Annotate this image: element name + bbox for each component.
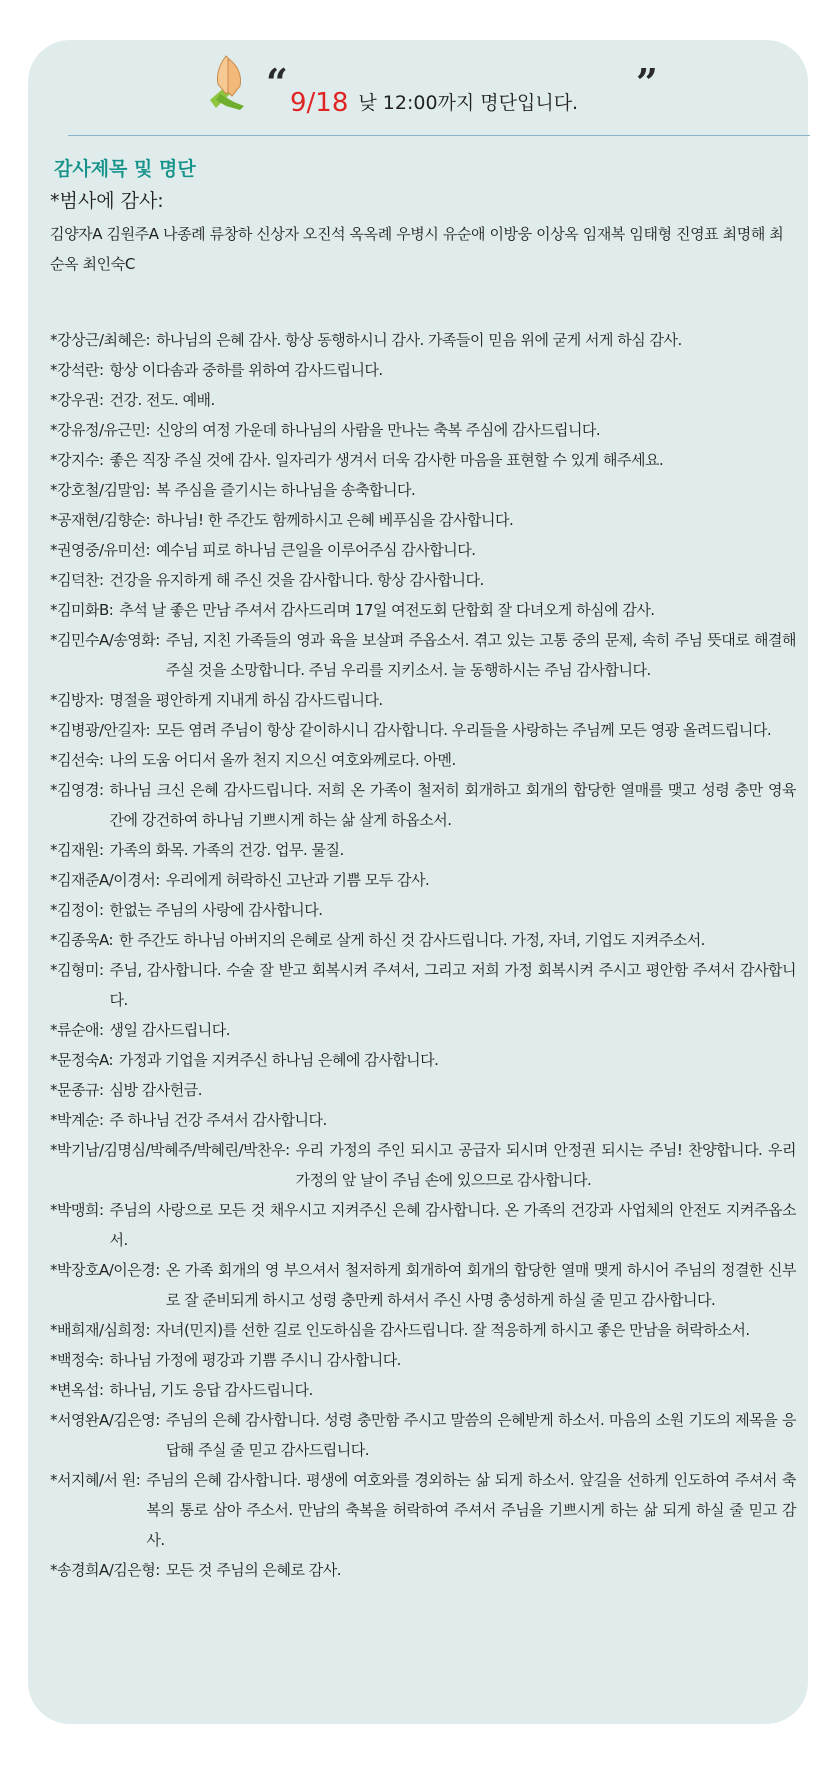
prayer-entry bbox=[50, 325, 796, 355]
prayer-entry bbox=[50, 535, 796, 565]
entry-names: *권영중/유미선: bbox=[50, 541, 151, 559]
prayer-entry bbox=[50, 1105, 796, 1135]
entry-names: *배희재/심희정: bbox=[50, 1321, 151, 1339]
entry-text: 하나님, 기도 응답 감사드립니다. bbox=[109, 1381, 313, 1399]
entry-text: 주님, 감사합니다. 수술 잘 받고 회복시켜 주셔서, 그리고 저희 가정 회복시켜 주시고 평안함 주셔서 감사합니다. bbox=[109, 961, 796, 1009]
prayer-entry bbox=[50, 625, 796, 685]
entry-names: *서영완A/김은영: bbox=[50, 1411, 160, 1429]
close-quote: ” bbox=[636, 60, 658, 105]
entry-text: 추석 날 좋은 만남 주셔서 감사드리며 17일 여전도회 단합회 잘 다녀오게 하심에 감사. bbox=[119, 601, 655, 619]
entry-names: *김재준A/이경서: bbox=[50, 871, 160, 889]
entry-text: 주님의 사랑으로 모든 것 채우시고 지켜주신 은혜 감사합니다. 온 가족의 건강과 사업체의 안전도 지켜주옵소서. bbox=[109, 1201, 796, 1249]
entry-text: 온 가족 회개의 영 부으셔서 철저하게 회개하여 회개의 합당한 열매 맺게 하시어 주님의 정결한 신부로 잘 준비되게 하시고 성령 충만케 하셔서 주신 사명 충성하게 하실 줄 믿고 감사합니다. bbox=[165, 1261, 796, 1309]
entry-names: *강상근/최혜은: bbox=[50, 331, 151, 349]
prayer-entry bbox=[50, 685, 796, 715]
entry-text: 주님의 은혜 감사합니다. 성령 충만함 주시고 말씀의 은혜받게 하소서. 마음의 소원 기도의 제목을 응답해 주실 줄 믿고 감사드립니다. bbox=[165, 1411, 796, 1459]
prayer-entry bbox=[50, 445, 796, 475]
entry-text: 모든 염려 주님이 항상 같이하시니 감사합니다. 우리들을 사랑하는 주님께 모든 영광 올려드립니다. bbox=[156, 721, 772, 739]
entry-names: *박장호A/이은경: bbox=[50, 1261, 160, 1279]
prayer-entry bbox=[50, 1195, 796, 1255]
entry-names: *강호철/김말임: bbox=[50, 481, 151, 499]
prayer-entry bbox=[50, 385, 796, 415]
entry-text: 나의 도움 어디서 올까 천지 지으신 여호와께로다. 아멘. bbox=[109, 751, 456, 769]
entry-names: *김영경: bbox=[50, 781, 104, 799]
general-thanks-heading: *범사에 감사: bbox=[50, 190, 164, 212]
entry-text: 한없는 주님의 사랑에 감사합니다. bbox=[109, 901, 323, 919]
entry-names: *공재현/김향순: bbox=[50, 511, 151, 529]
entry-names: *김미화B: bbox=[50, 601, 114, 619]
prayer-entry bbox=[50, 1075, 796, 1105]
prayer-entry bbox=[50, 955, 796, 1015]
header-notice bbox=[290, 88, 578, 118]
entry-names: *문종규: bbox=[50, 1081, 104, 1099]
entry-text: 주님, 지친 가족들의 영과 육을 보살펴 주옵소서. 겪고 있는 고통 중의 문제, 속히 주님 뜻대로 해결해 주실 것을 소망합니다. 주님 우리를 지키소서. 늘 동행하시는 주님 감사합니다. bbox=[165, 631, 796, 679]
prayer-entry bbox=[50, 745, 796, 775]
prayer-entry bbox=[50, 1135, 796, 1195]
prayer-entry bbox=[50, 895, 796, 925]
prayer-entry bbox=[50, 715, 796, 745]
entry-names: *김병광/안길자: bbox=[50, 721, 151, 739]
prayer-entry bbox=[50, 505, 796, 535]
entry-text: 하나님 가정에 평강과 기쁨 주시니 감사합니다. bbox=[109, 1351, 401, 1369]
entry-text: 하나님! 한 주간도 함께하시고 은혜 베푸심을 감사합니다. bbox=[156, 511, 514, 529]
prayer-entry bbox=[50, 595, 796, 625]
prayer-entry bbox=[50, 775, 796, 835]
header-message: 낮 12:00까지 명단입니다. bbox=[358, 92, 579, 114]
entry-text: 좋은 직장 주실 것에 감사. 일자리가 생겨서 더욱 감사한 마음을 표현할 수 있게 해주세요. bbox=[109, 451, 664, 469]
entry-names: *김종욱A: bbox=[50, 931, 114, 949]
entry-text: 건강을 유지하게 해 주신 것을 감사합니다. 항상 감사합니다. bbox=[109, 571, 484, 589]
header-date: 9/18 bbox=[290, 88, 349, 118]
entry-names: *김방자: bbox=[50, 691, 104, 709]
prayer-entry bbox=[50, 1015, 796, 1045]
entry-names: *강석란: bbox=[50, 361, 104, 379]
prayer-entry bbox=[50, 1315, 796, 1345]
prayer-entry bbox=[50, 1345, 796, 1375]
prayer-entry bbox=[50, 835, 796, 865]
entry-names: *변옥섭: bbox=[50, 1381, 104, 1399]
entry-text: 하나님의 은혜 감사. 항상 동행하시니 감사. 가족들이 믿음 위에 굳게 서게 하심 감사. bbox=[156, 331, 682, 349]
entry-text: 자녀(민지)를 선한 길로 인도하심을 감사드립니다. 잘 적응하게 하시고 좋은 만남을 허락하소서. bbox=[156, 1321, 750, 1339]
entry-names: *송경희A/김은형: bbox=[50, 1561, 160, 1579]
card-header bbox=[28, 40, 808, 136]
prayer-entry bbox=[50, 1375, 796, 1405]
entry-text: 가족의 화목. 가족의 건강. 업무. 물질. bbox=[109, 841, 344, 859]
entry-text: 건강. 전도. 예배. bbox=[109, 391, 215, 409]
entry-names: *김선숙: bbox=[50, 751, 104, 769]
prayer-entry bbox=[50, 1555, 796, 1585]
entry-text: 가정과 기업을 지켜주신 하나님 은혜에 감사합니다. bbox=[119, 1051, 439, 1069]
entry-names: *김재원: bbox=[50, 841, 104, 859]
prayer-entry bbox=[50, 1045, 796, 1075]
entry-text: 하나님 크신 은혜 감사드립니다. 저희 온 가족이 철저히 회개하고 회개의 합당한 열매를 맺고 성령 충만 영육 간에 강건하여 하나님 기쁘시게 하는 삶 살게 하옵소서. bbox=[109, 781, 796, 829]
entry-names: *류순애: bbox=[50, 1021, 104, 1039]
praying-hands-icon bbox=[200, 50, 256, 112]
entry-text: 명절을 평안하게 지내게 하심 감사드립니다. bbox=[109, 691, 383, 709]
entry-names: *강유정/유근민: bbox=[50, 421, 151, 439]
prayer-entry bbox=[50, 1255, 796, 1315]
spacer bbox=[50, 279, 796, 325]
entry-names: *문정숙A: bbox=[50, 1051, 114, 1069]
entry-names: *박기남/김명심/박혜주/박혜린/박찬우: bbox=[50, 1141, 290, 1159]
section-title: 감사제목 및 명단 bbox=[54, 158, 196, 180]
entry-text: 우리에게 허락하신 고난과 기쁨 모두 감사. bbox=[165, 871, 430, 889]
entry-names: *박계순: bbox=[50, 1111, 104, 1129]
prayer-entry bbox=[50, 415, 796, 445]
entry-text: 항상 이다솜과 중하를 위하여 감사드립니다. bbox=[109, 361, 383, 379]
entry-names: *박맹희: bbox=[50, 1201, 104, 1219]
entry-names: *김덕찬: bbox=[50, 571, 104, 589]
entry-text: 주님의 은혜 감사합니다. 평생에 여호와를 경외하는 삶 되게 하소서. 앞길을 선하게 인도하여 주셔서 축복의 통로 삼아 주소서. 만남의 축복을 허락하여 주셔서 주님을 기쁘시게 하는 삶 되게 하실 줄 믿고 감사. bbox=[146, 1471, 796, 1549]
prayer-entry bbox=[50, 475, 796, 505]
entry-text: 생일 감사드립니다. bbox=[109, 1021, 230, 1039]
entry-text: 모든 것 주님의 은혜로 감사. bbox=[165, 1561, 342, 1579]
entry-text: 예수님 피로 하나님 큰일을 이루어주심 감사합니다. bbox=[156, 541, 476, 559]
entry-text: 심방 감사헌금. bbox=[109, 1081, 203, 1099]
prayer-entry bbox=[50, 1405, 796, 1465]
open-quote: “ bbox=[266, 60, 288, 105]
entry-names: *강우권: bbox=[50, 391, 104, 409]
entry-text: 신앙의 여정 가운데 하나님의 사람을 만나는 축복 주심에 감사드립니다. bbox=[156, 421, 601, 439]
entry-text: 주 하나님 건강 주셔서 감사합니다. bbox=[109, 1111, 327, 1129]
entry-names: *서지혜/서 원: bbox=[50, 1471, 141, 1489]
entry-names: *김형미: bbox=[50, 961, 104, 979]
prayer-card bbox=[28, 40, 808, 1724]
entry-names: *김민수A/송영화: bbox=[50, 631, 160, 649]
prayer-entry bbox=[50, 925, 796, 955]
entry-text: 복 주심을 즐기시는 하나님을 송축합니다. bbox=[156, 481, 416, 499]
prayer-entry bbox=[50, 565, 796, 595]
entry-text: 우리 가정의 주인 되시고 공급자 되시며 안정권 되시는 주님! 찬양합니다. 우리 가정의 앞 날이 주님 손에 있으므로 감사합니다. bbox=[295, 1141, 796, 1189]
content bbox=[50, 156, 796, 1585]
entry-names: *강지수: bbox=[50, 451, 104, 469]
prayer-entry bbox=[50, 355, 796, 385]
general-thanks-names: 김양자A 김원주A 나종례 류창하 신상자 오진석 옥옥례 우병시 유순애 이방웅 이상옥 임재복 임태형 진영표 최명해 최순옥 최인숙C bbox=[50, 225, 784, 273]
entry-names: *김정이: bbox=[50, 901, 104, 919]
header-divider bbox=[68, 135, 810, 136]
entry-list bbox=[50, 325, 796, 1585]
prayer-entry bbox=[50, 1465, 796, 1555]
entry-text: 한 주간도 하나님 아버지의 은혜로 살게 하신 것 감사드립니다. 가정, 자녀, 기업도 지켜주소서. bbox=[119, 931, 705, 949]
prayer-entry bbox=[50, 865, 796, 895]
entry-names: *백정숙: bbox=[50, 1351, 104, 1369]
